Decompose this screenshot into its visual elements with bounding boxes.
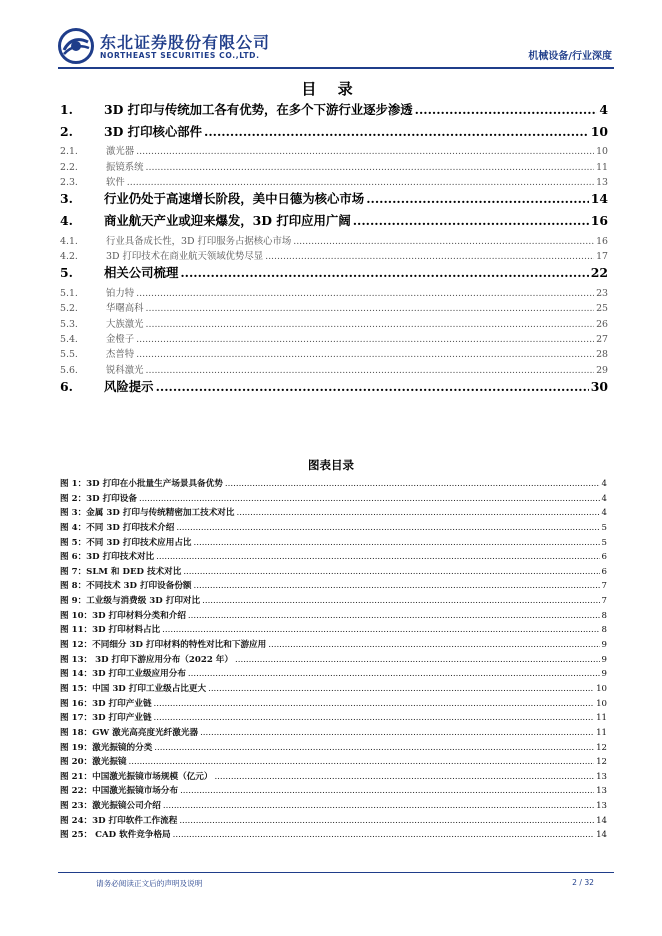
figure-leader-dots [214,772,594,782]
figure-entry-page: 5 [601,537,607,548]
page-header [58,26,614,66]
figure-entry[interactable] [60,814,607,829]
northeast-securities-logo-icon [58,28,94,64]
figure-leader-dots [194,538,600,548]
toc-entry-title: 风险提示 [104,379,154,395]
toc-entry-title: 铂力特 [106,287,135,299]
toc-entry-title: 3D 打印技术在商业航天领域优势尽显 [106,250,264,262]
figure-entry-label: 图 8：不同技术 3D 打印设备份额 [60,581,192,592]
toc-entry-title: 振镜系统 [106,161,144,173]
figure-entry[interactable] [60,492,607,507]
toc-entry[interactable] [60,377,608,399]
figure-entry[interactable] [60,667,607,682]
figure-entry-label: 图 3：金属 3D 打印与传统精密加工技术对比 [60,508,235,519]
figure-entry[interactable] [60,594,607,609]
toc-entry-title: 行业具备成长性，3D 打印服务占据核心市场 [106,235,292,247]
toc-entry-title: 杰普特 [106,349,135,361]
footer-divider [58,872,614,873]
figure-entry[interactable] [60,755,607,770]
figure-entry-label: 图 19：激光振镜的分类 [60,742,153,753]
figure-entry-label: 图 9：工业级与消费级 3D 打印对比 [60,596,201,607]
figure-leader-dots [173,830,594,840]
toc-entry-number: 5.3. [60,318,78,330]
toc-entry[interactable] [60,100,608,122]
figure-entry-page: 14 [596,815,607,826]
figure-leader-dots [188,611,600,621]
figure-entry-label: 图 5：不同 3D 打印技术应用占比 [60,537,192,548]
figure-entry-page: 4 [601,479,607,489]
figure-entry-label: 图 17：3D 打印产业链 [60,713,152,724]
toc-entry[interactable] [60,263,608,285]
toc-entry-title: 激光器 [106,146,135,158]
toc-entry-page: 29 [596,364,608,376]
figure-entry[interactable] [60,506,607,521]
toc-entry-page: 17 [596,250,608,262]
figure-entry[interactable] [60,726,607,741]
figure-leader-dots [235,655,600,665]
toc-entry-page: 11 [596,161,608,173]
figure-entry-page: 8 [601,610,607,621]
figure-entry[interactable] [60,477,607,492]
toc-entry-title: 软件 [106,176,125,188]
figure-leader-dots [154,743,594,753]
brand-name-en: NORTHEAST SECURITIES CO.,LTD. [100,51,260,60]
figure-entry-label: 图 2：3D 打印设备 [60,493,137,504]
figure-entry-label: 图 10：3D 打印材料分类和介绍 [60,610,186,621]
figure-entry-page: 12 [596,757,607,768]
figure-leader-dots [208,684,594,694]
figure-entry[interactable] [60,565,607,580]
toc-entry[interactable] [60,159,608,174]
figure-leader-dots [202,596,599,606]
toc-leader-dots [146,303,595,314]
toc-entry-number: 4. [60,212,73,228]
figure-entry-page: 10 [596,683,607,694]
toc-entry[interactable] [60,211,608,233]
figure-entry-label: 图 20：激光振镜 [60,757,127,768]
toc-leader-dots [265,251,594,262]
figure-list [60,477,607,843]
toc-entry-number: 2.1. [60,146,78,158]
figure-entry-label: 图 21：中国激光振镜市场规模（亿元） [60,771,213,782]
figure-entry-page: 10 [596,698,607,709]
toc-entry[interactable] [60,316,608,331]
figure-leader-dots [188,669,600,679]
figure-entry[interactable] [60,536,607,551]
toc-entry-page: 27 [596,334,608,346]
toc-leader-dots [293,236,594,247]
toc-entry[interactable] [60,248,608,263]
toc-entry-number: 5.1. [60,287,78,299]
figure-leader-dots [163,801,594,811]
toc-entry-title: 行业仍处于高速增长阶段，美中日德为核心市场 [104,191,365,207]
figure-entry[interactable] [60,653,607,668]
toc-entry-page: 30 [590,379,608,395]
figure-entry[interactable] [60,638,607,653]
figure-entry-page: 9 [601,654,607,665]
figure-entry-label: 图 25： CAD 软件竞争格局 [60,830,171,841]
figure-entry-label: 图 15：中国 3D 打印工业级占比更大 [60,683,207,694]
toc-entry-number: 5.2. [60,303,78,315]
figure-leader-dots [179,816,594,826]
toc-entry-page: 13 [596,176,608,188]
figure-entry-label: 图 23：激光振镜公司介绍 [60,801,161,812]
figure-entry[interactable] [60,609,607,624]
figure-entry[interactable] [60,682,607,697]
figure-entry-page: 11 [596,713,607,724]
figure-entry-page: 7 [601,581,607,592]
figure-entry-label: 图 22：中国激光振镜市场分布 [60,786,179,797]
figure-leader-dots [156,552,599,562]
figure-leader-dots [268,640,599,650]
figure-entry-page: 13 [596,801,607,812]
footer-disclaimer: 请务必阅读正文后的声明及说明 [96,879,203,888]
toc-entry[interactable] [60,189,608,211]
figure-entry-page: 4 [601,508,607,519]
toc-leader-dots [146,162,595,173]
toc-entry-page: 23 [596,287,608,299]
toc-leader-dots [136,349,594,360]
toc-entry-title: 金橙子 [106,334,135,346]
figure-entry-page: 6 [601,566,607,577]
toc-entry-number: 5.5. [60,349,78,361]
figure-entry-page: 13 [596,786,607,797]
toc-leader-dots [353,213,589,228]
figure-leader-dots [154,713,595,723]
figure-entry[interactable] [60,579,607,594]
figure-entry[interactable] [60,623,607,638]
toc-entry-page: 10 [590,123,608,139]
figure-leader-dots [154,699,595,709]
figure-entry[interactable] [60,799,607,814]
figure-entry-page: 4 [601,493,607,504]
figure-entry-label: 图 24：3D 打印软件工作流程 [60,815,178,826]
toc-entry[interactable] [60,233,608,248]
figure-entry-page: 5 [601,522,607,533]
toc-entry-number: 4.1. [60,235,78,247]
toc-entry-title: 大族激光 [106,318,144,330]
toc-leader-dots [366,191,589,206]
toc-entry-page: 16 [590,212,608,228]
figure-leader-dots [236,508,599,518]
page-number: 2 / 32 [572,878,594,887]
toc-entry-title: 华曙高科 [106,303,144,315]
header-divider [58,67,614,69]
figure-leader-dots [139,494,600,504]
figure-entry-page: 8 [601,625,607,636]
toc-leader-dots [136,334,594,345]
toc-leader-dots [204,124,589,139]
figure-leader-dots [129,757,595,767]
figure-leader-dots [176,523,599,533]
figure-leader-dots [194,581,600,591]
figure-entry-label: 图 7：SLM 和 DED 技术对比 [60,566,182,577]
toc-entry[interactable] [60,285,608,300]
figure-entry[interactable] [60,550,607,565]
figure-entry-label: 图 4：不同 3D 打印技术介绍 [60,522,175,533]
toc-entry-page: 10 [596,146,608,158]
toc-entry-title: 商业航天产业或迎来爆发，3D 打印应用广阔 [104,212,351,228]
figure-list-title: 图表目录 [308,458,354,472]
toc-entry[interactable] [60,331,608,346]
figure-entry-page: 9 [601,669,607,680]
toc-entry-page: 4 [599,102,608,117]
toc-entry-title: 锐科激光 [106,364,144,376]
figure-entry-label: 图 12：不同细分 3D 打印材料的特性对比和下游应用 [60,640,267,651]
toc-entry-number: 3. [60,191,73,207]
toc-entry-title: 相关公司梳理 [104,265,179,281]
figure-entry-page: 14 [596,830,607,841]
toc-entry[interactable] [60,362,608,377]
toc-entry-number: 2. [60,123,73,139]
figure-entry[interactable] [60,521,607,536]
figure-entry-label: 图 16：3D 打印产业链 [60,698,152,709]
toc-leader-dots [180,265,588,280]
figure-entry-label: 图 13： 3D 打印下游应用分布（2022 年） [60,654,233,665]
toc-entry-page: 22 [590,265,608,281]
figure-leader-dots [183,567,599,577]
figure-entry-page: 12 [596,742,607,753]
figure-leader-dots [162,625,599,635]
toc-entry-page: 16 [596,235,608,247]
figure-entry-page: 6 [601,552,607,563]
figure-entry-label: 图 6：3D 打印技术对比 [60,552,155,563]
toc-entry-number: 6. [60,379,73,395]
figure-entry-label: 图 14：3D 打印工业级应用分布 [60,669,186,680]
toc-entry[interactable] [60,143,608,158]
toc-leader-dots [136,146,594,157]
brand-name-cn: 东北证券股份有限公司 [100,33,271,52]
figure-entry-label: 图 18：GW 激光高亮度光纤激光器 [60,727,199,738]
toc-entry-page: 28 [596,349,608,361]
figure-entry[interactable] [60,697,607,712]
figure-entry-page: 7 [601,596,607,607]
toc-leader-dots [127,177,594,188]
toc-leader-dots [146,319,595,330]
toc-entry-number: 4.2. [60,250,78,262]
toc-entry-title: 3D 打印与传统加工各有优势，在多个下游行业逐步渗透 [104,102,413,117]
toc-entry[interactable] [60,346,608,361]
report-category: 机械设备/行业深度 [528,51,612,62]
figure-entry-label: 图 11：3D 打印材料占比 [60,625,161,636]
figure-entry-page: 9 [601,640,607,651]
figure-entry[interactable] [60,770,607,785]
toc-entry-number: 2.2. [60,161,78,173]
figure-entry[interactable] [60,828,607,843]
figure-entry-page: 13 [596,771,607,782]
toc-entry[interactable] [60,174,608,189]
toc-entry-page: 14 [590,191,608,207]
toc-entry-number: 5.4. [60,334,78,346]
table-of-contents [60,100,608,399]
toc-leader-dots [146,365,595,376]
figure-entry[interactable] [60,711,607,726]
toc-entry[interactable] [60,122,608,144]
toc-entry[interactable] [60,300,608,315]
figure-leader-dots [180,786,594,796]
toc-entry-title: 3D 打印核心部件 [104,123,203,139]
toc-leader-dots [415,102,598,117]
figure-entry-page: 11 [596,727,607,738]
figure-leader-dots [200,728,594,738]
toc-entry-number: 1. [60,102,73,117]
figure-entry[interactable] [60,784,607,799]
toc-entry-number: 5. [60,265,73,281]
toc-entry-page: 25 [596,303,608,315]
toc-entry-page: 26 [596,318,608,330]
figure-entry[interactable] [60,741,607,756]
figure-leader-dots [225,479,600,489]
toc-title: 目 录 [301,80,361,98]
toc-entry-number: 5.6. [60,364,78,376]
toc-entry-number: 2.3. [60,176,78,188]
toc-leader-dots [136,288,594,299]
toc-leader-dots [156,379,589,394]
figure-entry-label: 图 1：3D 打印在小批量生产场景具备优势 [60,479,223,489]
